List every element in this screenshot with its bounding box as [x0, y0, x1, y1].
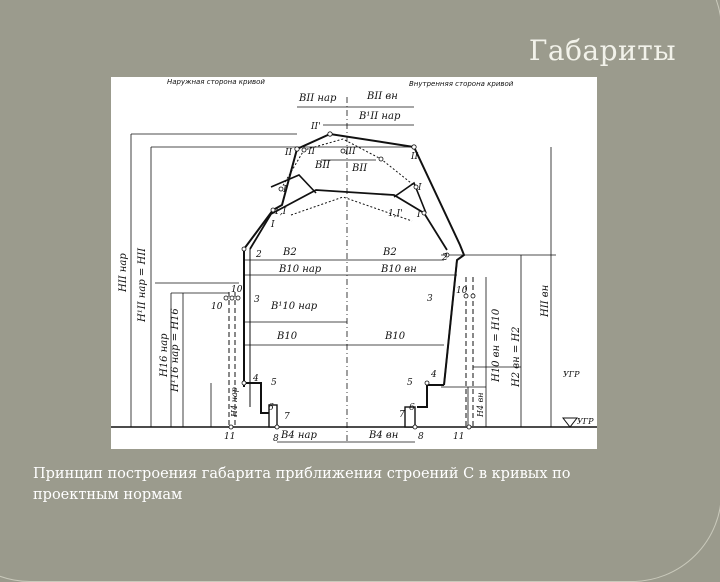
right-wall-line — [444, 260, 457, 385]
dimension-lines — [131, 107, 556, 442]
svg-text:7: 7 — [284, 412, 290, 422]
svg-text:6: 6 — [409, 403, 415, 413]
header-outer-side: Наружная сторона кривой — [167, 78, 265, 86]
svg-text:BII нар: BII нар — [299, 93, 337, 104]
svg-text:2: 2 — [256, 250, 262, 260]
svg-text:10: 10 — [211, 302, 223, 312]
svg-text:1,I: 1,I — [274, 207, 287, 217]
svg-text:H16 нар: H16 нар — [159, 333, 170, 377]
svg-text:2: 2 — [442, 253, 448, 263]
svg-text:6: 6 — [268, 403, 274, 413]
svg-text:7: 7 — [399, 410, 405, 420]
svg-text:B10: B10 — [277, 331, 298, 342]
gauge-diagram-svg — [111, 77, 597, 449]
upper-gauge-contour — [271, 175, 316, 193]
svg-text:B10 вн: B10 вн — [381, 264, 417, 275]
svg-text:I: I — [271, 220, 275, 230]
gauge-diagram — [111, 77, 597, 449]
svg-text:II: II — [308, 147, 316, 157]
svg-text:H2 вн = H2: H2 вн = H2 — [511, 326, 522, 387]
svg-text:10: 10 — [231, 285, 243, 295]
svg-text:BII: BII — [315, 160, 331, 171]
svg-text:B2: B2 — [283, 247, 297, 258]
ugr-marker — [563, 417, 594, 427]
svg-text:BII: BII — [352, 163, 368, 174]
svg-text:H4 вн: H4 вн — [476, 392, 485, 417]
svg-text:B4 нар: B4 нар — [281, 430, 317, 441]
svg-text:B¹10 нар: B¹10 нар — [271, 301, 318, 312]
header-inner-side: Внутренняя сторона кривой — [409, 80, 514, 88]
svg-text:HII нар: HII нар — [118, 253, 129, 292]
svg-text:4: 4 — [253, 374, 259, 384]
svg-text:BII вн: BII вн — [367, 91, 398, 102]
svg-text:8: 8 — [273, 434, 279, 444]
svg-text:10: 10 — [456, 286, 468, 296]
svg-text:11: 11 — [224, 432, 236, 442]
svg-text:II: II — [285, 148, 293, 158]
svg-text:5: 5 — [407, 378, 413, 388]
svg-text:B4 вн: B4 вн — [369, 430, 399, 441]
svg-text:B2: B2 — [383, 247, 397, 258]
svg-text:4: 4 — [431, 370, 437, 380]
right-platform-step — [417, 385, 444, 407]
svg-text:H¹II нар = HII: H¹II нар = HII — [137, 247, 148, 322]
svg-text:УГР: УГР — [577, 417, 594, 426]
svg-text:II': II' — [311, 122, 321, 132]
svg-text:H10 вн = H10: H10 вн = H10 — [491, 308, 502, 382]
svg-text:HII вн: HII вн — [540, 284, 551, 317]
svg-text:8: 8 — [418, 432, 424, 442]
slide-caption: Принцип построения габарита приближения строений С в кривых по проектным нормам — [33, 466, 571, 503]
svg-text:B10: B10 — [385, 331, 406, 342]
svg-text:1,I': 1,I' — [388, 209, 403, 219]
slide-title: Габариты — [528, 34, 676, 67]
svg-text:I: I — [418, 183, 422, 193]
svg-text:B10 нар: B10 нар — [279, 264, 322, 275]
svg-text:II: II — [411, 152, 419, 162]
svg-text:III: III — [345, 147, 356, 157]
svg-text:3: 3 — [427, 294, 433, 304]
svg-text:11: 11 — [453, 432, 465, 442]
svg-text:I: I — [283, 185, 287, 195]
svg-text:B¹II нар: B¹II нар — [359, 111, 401, 122]
svg-text:H¹16 нар = H16: H¹16 нар = H16 — [170, 308, 181, 392]
svg-text:H4 нар: H4 нар — [230, 387, 239, 417]
svg-text:5: 5 — [271, 378, 277, 388]
svg-text:УГР: УГР — [563, 370, 580, 379]
svg-text:3: 3 — [254, 295, 260, 305]
dimension-labels — [270, 91, 580, 441]
svg-text:I: I — [417, 210, 421, 220]
left-platform-step — [244, 383, 269, 413]
